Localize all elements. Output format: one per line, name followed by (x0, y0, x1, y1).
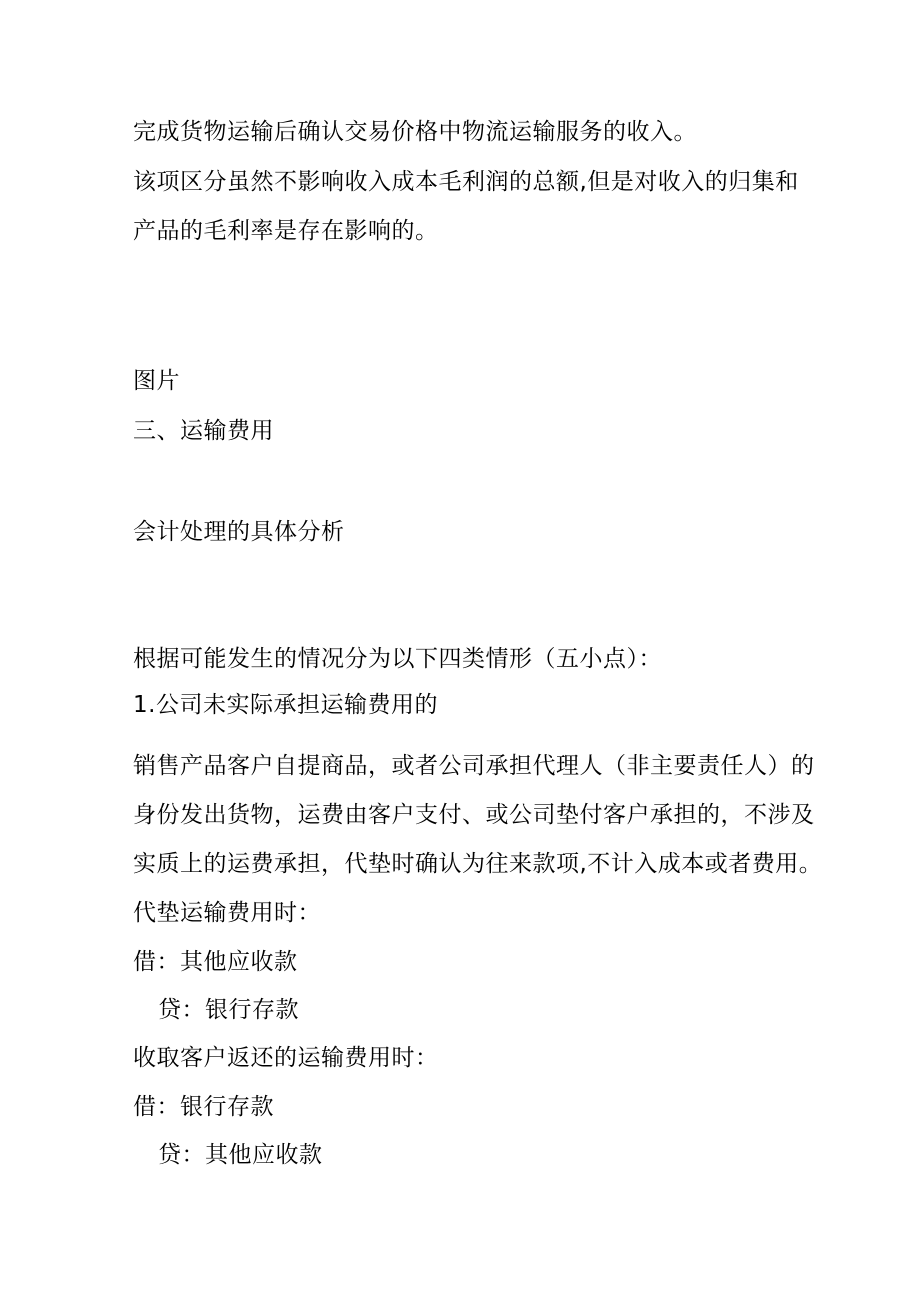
debit-line: 借：其他应收款 (133, 949, 298, 975)
image-placeholder-text: 图片 (133, 368, 180, 394)
paragraph-line: 身份发出货物，运费由客户支付、或公司垫付客户承担的，不涉及 (133, 802, 815, 828)
entry-title: 收取客户返还的运输费用时： (133, 1045, 439, 1071)
credit-line: 贷：银行存款 (158, 997, 299, 1023)
item-title: 1.公司未实际承担运输费用的 (133, 692, 438, 718)
paragraph-line: 实质上的运费承担，代垫时确认为往来款项,不计入成本或者费用。 (133, 851, 823, 877)
paragraph-line: 产品的毛利率是存在影响的。 (133, 218, 439, 244)
intro-text: 根据可能发生的情况分为以下四类情形（五小点）： (133, 646, 662, 672)
subheading: 会计处理的具体分析 (133, 519, 345, 545)
paragraph-line: 完成货物运输后确认交易价格中物流运输服务的收入。 (133, 119, 697, 145)
entry-title: 代垫运输费用时： (133, 900, 321, 926)
paragraph-line: 销售产品客户自提商品，或者公司承担代理人（非主要责任人）的 (133, 753, 815, 779)
debit-line: 借：银行存款 (133, 1094, 274, 1120)
paragraph-line: 该项区分虽然不影响收入成本毛利润的总额,但是对收入的归集和 (133, 169, 799, 195)
credit-line: 贷：其他应收款 (158, 1142, 323, 1168)
section-heading: 三、运输费用 (133, 418, 274, 444)
